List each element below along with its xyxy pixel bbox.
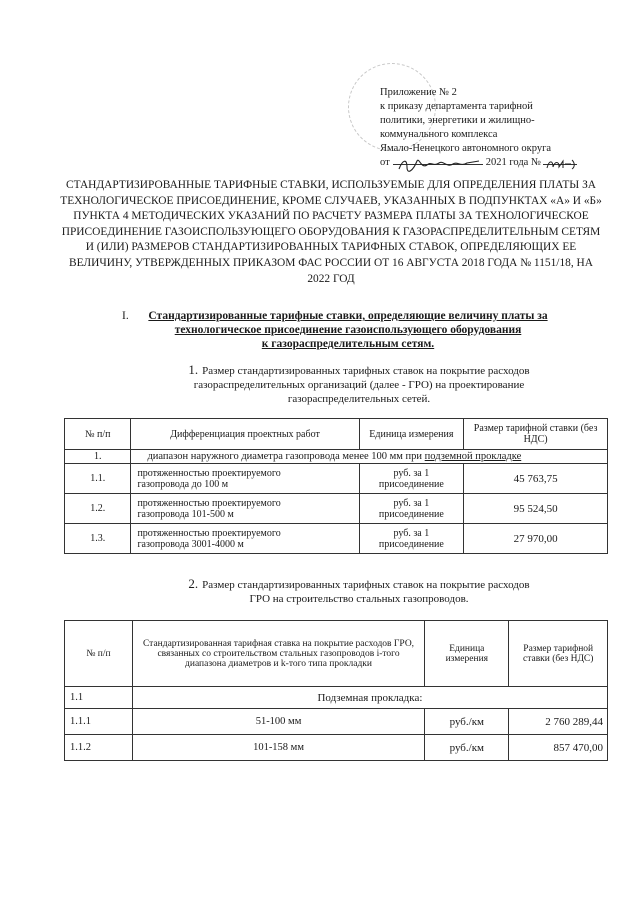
table-row <box>65 524 608 554</box>
appendix-line: Приложение № 2 <box>380 87 457 98</box>
subsection-heading <box>150 577 568 606</box>
appendix-line: Ямало-Ненецкого автономного округа <box>380 143 552 154</box>
desc-line: газопровода 3001-4000 м <box>137 538 244 550</box>
row-diameter-range: 51-100 мм <box>132 709 424 735</box>
table-section-row <box>65 450 608 464</box>
section-row-text-a: диапазон наружного диаметра газопровода менее 100 мм при <box>147 451 425 462</box>
handwritten-date-signature <box>397 155 481 173</box>
row-value: 45 763,75 <box>464 464 608 494</box>
table-header-row <box>65 621 608 687</box>
appendix-line: коммунального комплекса <box>380 129 498 140</box>
table-row <box>65 494 608 524</box>
unit-line: руб. за 1 <box>393 527 430 539</box>
subsection-number: 1. <box>188 362 199 377</box>
row-value: 27 970,00 <box>464 524 608 554</box>
row-unit <box>359 524 464 554</box>
header-cell: Единица измерения <box>425 621 509 687</box>
row-unit: руб./км <box>425 709 509 735</box>
row-unit <box>359 464 464 494</box>
construction-rates-table <box>64 620 608 761</box>
header-cell: Стандартизированная тарифная ставка на покрытие расходов ГРО, связанных со строительством стальных газопроводов i-того диапазона диаметров и k-того типа прокладки <box>132 621 424 687</box>
section-heading-line: Стандартизированные тарифные ставки, определяющие величину платы за <box>148 310 548 322</box>
row-value: 857 470,00 <box>509 735 608 761</box>
row-value: 95 524,50 <box>464 494 608 524</box>
date-prefix: от <box>380 157 390 168</box>
subheader-text: Подземная прокладка: <box>132 687 607 709</box>
header-cell: Размер тарифной ставки (без НДС) <box>464 419 608 450</box>
appendix-date-line <box>380 156 620 170</box>
header-cell: Единица измерения <box>359 419 464 450</box>
date-year: 2021 года № <box>485 157 541 168</box>
desc-line: протяженностью проектируемого <box>137 467 281 479</box>
header-cell: № п/п <box>65 419 131 450</box>
row-number: 1.1 <box>65 687 133 709</box>
row-number: 1.2. <box>65 494 131 524</box>
subsection-heading <box>150 363 568 406</box>
section-heading-line: к газораспределительным сетям. <box>261 338 435 350</box>
unit-line: присоединение <box>378 538 444 550</box>
appendix-block <box>380 86 620 170</box>
header-cell: Дифференциация проектных работ <box>131 419 359 450</box>
row-number: 1. <box>65 450 131 464</box>
section-heading <box>108 309 588 351</box>
section-row-text <box>131 450 608 464</box>
appendix-line: к приказу департамента тарифной <box>380 101 533 112</box>
row-diameter-range: 101-158 мм <box>132 735 424 761</box>
desc-line: газопровода 101-500 м <box>137 508 234 520</box>
row-value: 2 760 289,44 <box>509 709 608 735</box>
desc-line: протяженностью проектируемого <box>137 527 281 539</box>
number-blank <box>543 164 577 165</box>
header-cell: Размер тарифной ставки (без НДС) <box>509 621 608 687</box>
unit-line: присоединение <box>378 508 444 520</box>
table-header-row <box>65 419 608 450</box>
section-row-text-b: подземной прокладке <box>424 451 522 462</box>
row-description <box>131 524 359 554</box>
unit-line: присоединение <box>378 478 444 490</box>
row-number: 1.1.1 <box>65 709 133 735</box>
design-rates-table <box>64 418 608 554</box>
row-number: 1.1. <box>65 464 131 494</box>
row-description <box>131 494 359 524</box>
table-row <box>65 709 608 735</box>
unit-line: руб. за 1 <box>393 467 430 479</box>
appendix-line: политики, энергетики и жилищно- <box>380 115 535 126</box>
desc-line: протяженностью проектируемого <box>137 497 281 509</box>
table-row <box>65 464 608 494</box>
subsection-line: Размер стандартизированных тарифных ставок на покрытие расходов <box>202 365 530 377</box>
subsection-line: газораспределительных сетей. <box>287 393 431 405</box>
row-number: 1.1.2 <box>65 735 133 761</box>
desc-line: газопровода до 100 м <box>137 478 229 490</box>
unit-line: руб. за 1 <box>393 497 430 509</box>
header-cell: № п/п <box>65 621 133 687</box>
row-description <box>131 464 359 494</box>
document-title: СТАНДАРТИЗИРОВАННЫЕ ТАРИФНЫЕ СТАВКИ, ИСПОЛЬЗУЕМЫЕ ДЛЯ ОПРЕДЕЛЕНИЯ ПЛАТЫ ЗА ТЕХНОЛОГИЧЕСКОЕ ПРИСОЕДИНЕНИЕ, КРОМЕ СЛУЧАЕВ, УКАЗАННЫХ В ПОДПУНКТАХ «А» И «Б» ПУНКТА 4 МЕТОДИЧЕСКИХ УКАЗАНИЙ ПО РАСЧЕТУ РАЗМЕРА ПЛАТЫ ЗА ТЕХНОЛОГИЧЕСКОЕ ПРИСОЕДИНЕНИЕ ГАЗОИСПОЛЬЗУЮЩЕГО ОБОРУДОВАНИЯ К ГАЗОРАСПРЕДЕЛИТЕЛЬНЫМ СЕТЯМ И (ИЛИ) РАЗМЕРОВ СТАНДАРТИЗИРОВАННЫХ ТАРИФНЫХ СТАВОК, ОПРЕДЕЛЯЮЩИХ ЕЕ ВЕЛИЧИНУ, УТВЕРЖДЕННЫХ ПРИКАЗОМ ФАС РОССИИ ОТ 16 АВГУСТА 2018 ГОДА № 1151/18, НА 2022 ГОД <box>60 179 602 285</box>
table-row <box>65 735 608 761</box>
row-unit: руб./км <box>425 735 509 761</box>
section-number: I. <box>122 310 129 322</box>
subsection-line: газораспределительных организаций (далее - ГРО) на проектирование <box>193 379 525 391</box>
section-heading-line: технологическое присоединение газоиспользующего оборудования <box>174 324 522 336</box>
subsection-line: ГРО на строительство стальных газопроводов. <box>249 593 469 605</box>
subsection-number: 2. <box>188 576 199 591</box>
date-blank <box>393 164 483 165</box>
row-unit <box>359 494 464 524</box>
handwritten-number-signature <box>545 157 577 171</box>
row-number: 1.3. <box>65 524 131 554</box>
subsection-line: Размер стандартизированных тарифных ставок на покрытие расходов <box>202 579 530 591</box>
table-subheader-row <box>65 687 608 709</box>
